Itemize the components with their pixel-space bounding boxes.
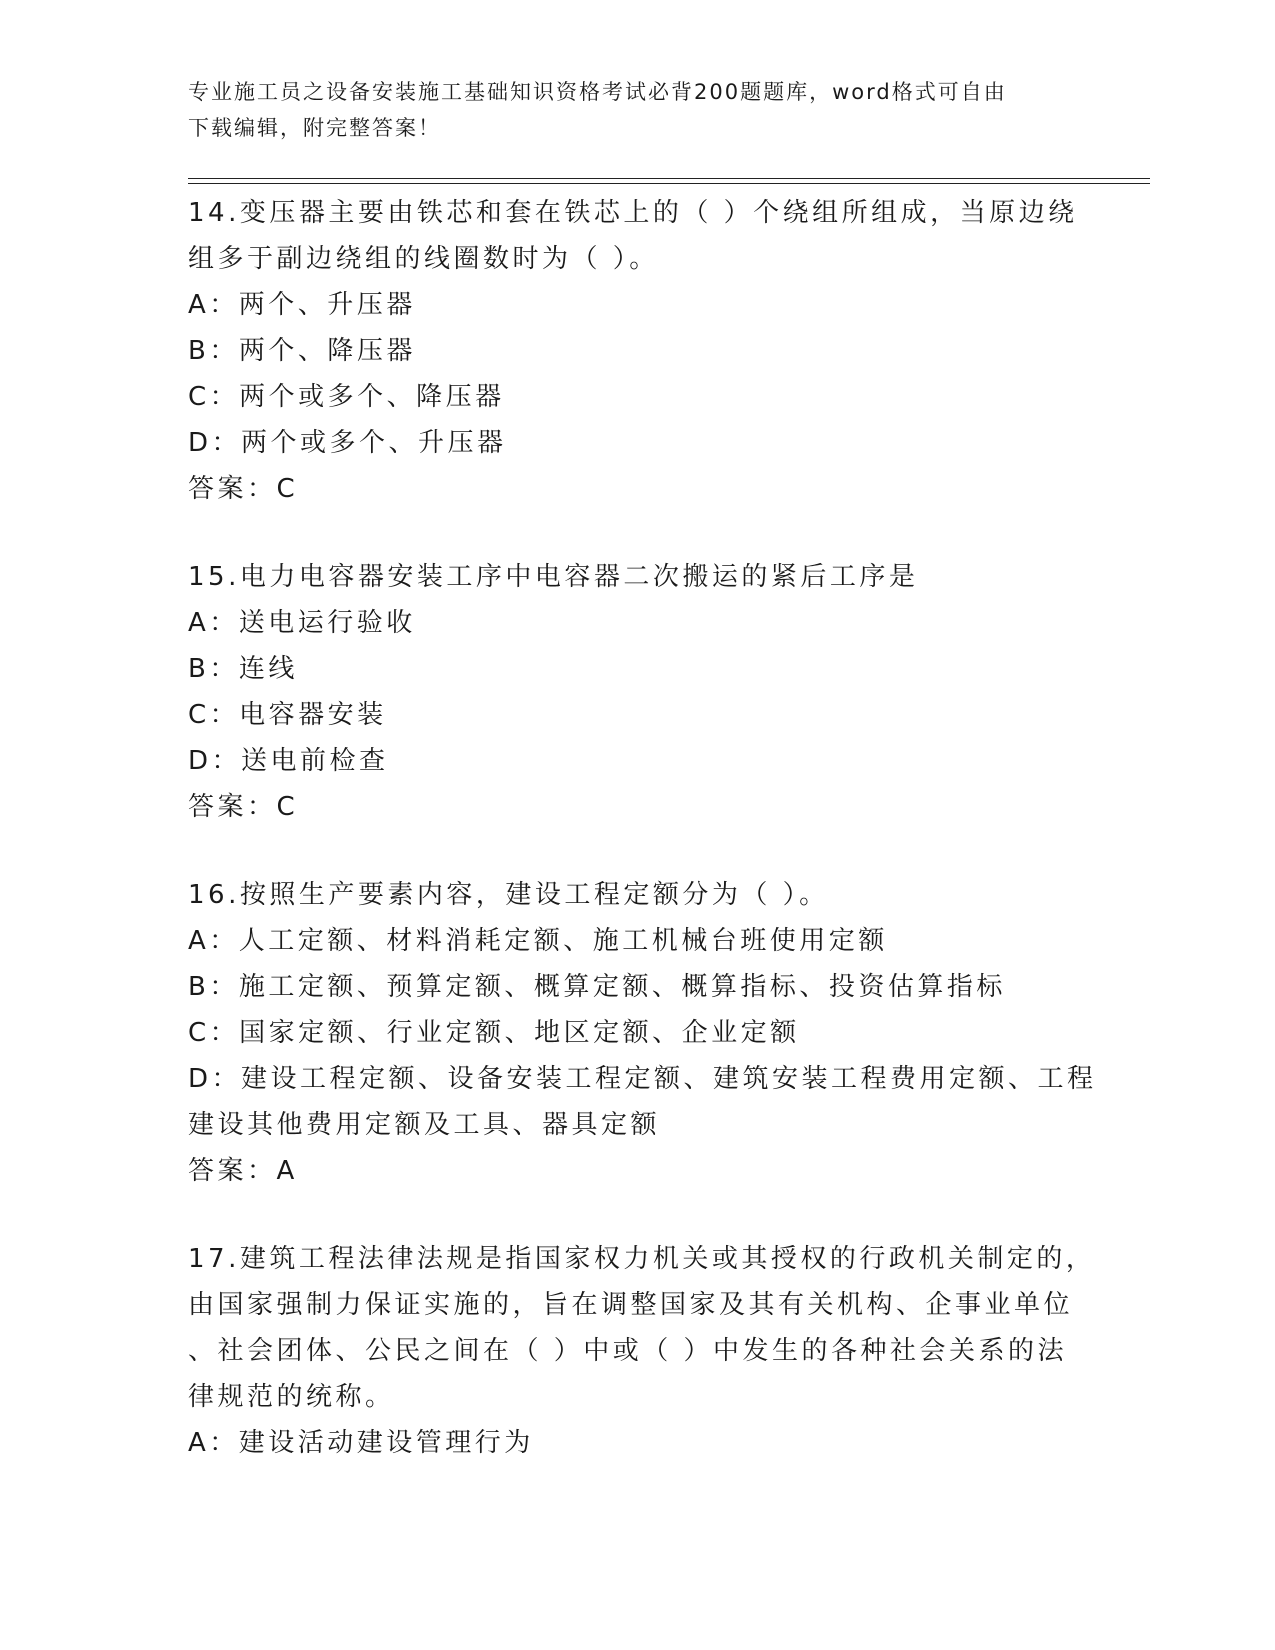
question-stem-line: 16.按照生产要素内容，建设工程定额分为（ ）。 xyxy=(188,880,829,910)
question-block xyxy=(188,872,1097,1194)
option-line: D：两个或多个、升压器 xyxy=(188,428,507,458)
question-block xyxy=(188,190,1078,512)
option-line: A：两个、升压器 xyxy=(188,290,416,320)
question-stem-line: 由国家强制力保证实施的，旨在调整国家及其有关机构、企事业单位 xyxy=(188,1290,1074,1320)
option-line-continued: 建设其他费用定额及工具、器具定额 xyxy=(188,1110,661,1140)
question-stem-line: 15.电力电容器安装工序中电容器二次搬运的紧后工序是 xyxy=(188,562,919,592)
document-header xyxy=(188,74,1068,146)
option-line: C：电容器安装 xyxy=(188,700,387,730)
option-line: B：施工定额、预算定额、概算定额、概算指标、投资估算指标 xyxy=(188,972,1006,1002)
question-stem-line: 17.建筑工程法律法规是指国家权力机关或其授权的行政机关制定的， xyxy=(188,1244,1096,1274)
question-block xyxy=(188,554,1068,830)
option-line: A：建设活动建设管理行为 xyxy=(188,1428,534,1458)
question-stem-line: 、社会团体、公民之间在（ ）中或（ ）中发生的各种社会关系的法 xyxy=(188,1336,1068,1366)
spacer xyxy=(188,830,1068,872)
option-line: C：两个或多个、降压器 xyxy=(188,382,505,412)
header-line-2: 下载编辑，附完整答案！ xyxy=(188,116,441,140)
option-line: C：国家定额、行业定额、地区定额、企业定额 xyxy=(188,1018,800,1048)
question-stem-line: 律规范的统称。 xyxy=(188,1382,395,1412)
question-stem-line: 组多于副边绕组的线圈数时为（ ）。 xyxy=(188,244,659,274)
option-line: D：送电前检查 xyxy=(188,746,389,776)
option-line: A：送电运行验收 xyxy=(188,608,416,638)
answer-line: 答案：C xyxy=(188,792,299,822)
spacer xyxy=(188,1194,1068,1236)
option-line: D：建设工程定额、设备安装工程定额、建筑安装工程费用定额、工程 xyxy=(188,1064,1097,1094)
question-list xyxy=(188,190,1097,1466)
header-line-1: 专业施工员之设备安装施工基础知识资格考试必背200题题库，word格式可自由 xyxy=(188,80,1007,104)
answer-line: 答案：A xyxy=(188,1156,298,1186)
answer-line: 答案：C xyxy=(188,474,299,504)
question-stem-line: 14.变压器主要由铁芯和套在铁芯上的（ ）个绕组所组成，当原边绕 xyxy=(188,198,1078,228)
option-line: B：连线 xyxy=(188,654,298,684)
header-divider xyxy=(188,178,1150,184)
question-block xyxy=(188,1236,1096,1466)
spacer xyxy=(188,512,1068,554)
option-line: A：人工定额、材料消耗定额、施工机械台班使用定额 xyxy=(188,926,888,956)
option-line: B：两个、降压器 xyxy=(188,336,416,366)
